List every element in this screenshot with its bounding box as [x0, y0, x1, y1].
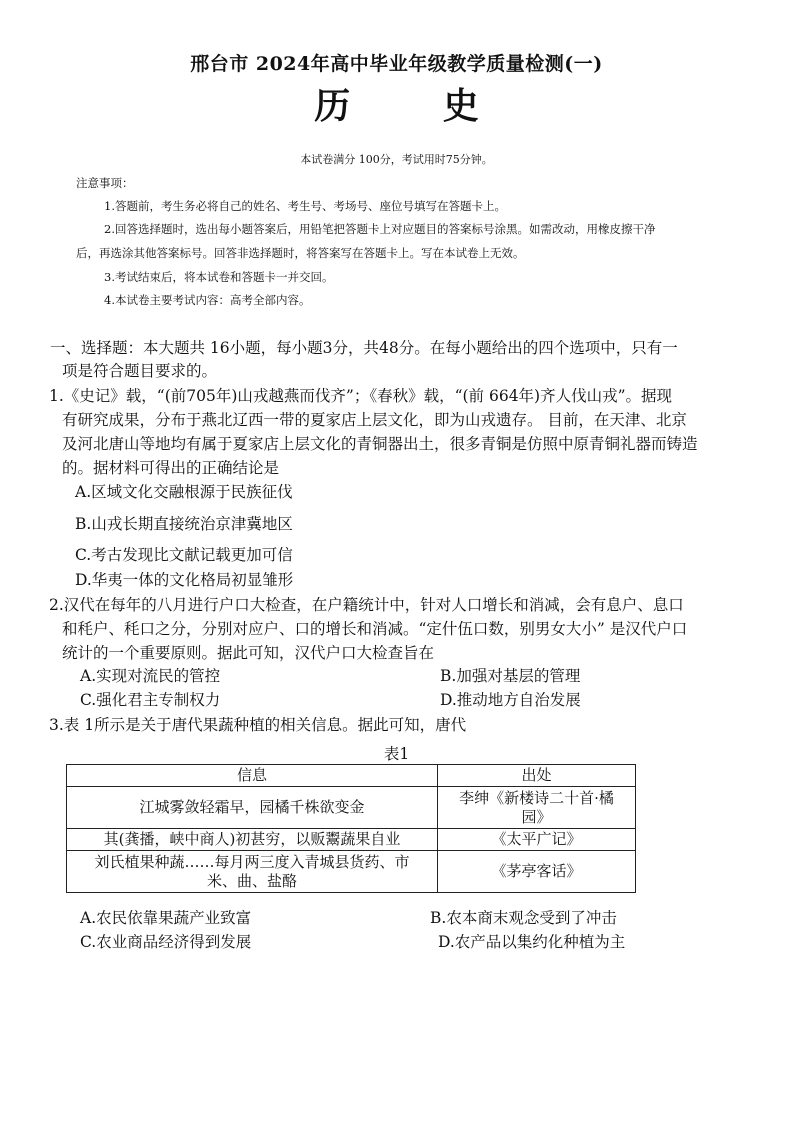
- q2-option-a: A.实现对流民的管控: [80, 667, 221, 685]
- notes-line-4: 4.本试卷主要考试内容：高考全部内容。: [104, 293, 311, 307]
- table-header-info: 信息: [67, 765, 438, 787]
- table-cell-info-line-2: 米、曲、盐酪: [206, 871, 297, 890]
- q1-line-1: 1.《史记》载，“(前705年)山戎越燕而伐齐”；《春秋》载，“(前 664年)齐人伐山戎”。据现: [49, 387, 673, 405]
- q1-option-b: B.山戎长期直接统治京津冀地区: [75, 515, 293, 533]
- table-cell-info-line-1: 刘氏植果种蔬……每月两三度入青城县货药、市: [94, 852, 410, 871]
- table-cell-info: 其(龚播，峡中商人)初甚穷，以贩鬻蔬果自业: [67, 829, 438, 851]
- q2-option-c: C.强化君主专制权力: [80, 691, 221, 709]
- table-row: [67, 829, 636, 851]
- q1-line-2: 有研究成果，分布于燕北辽西一带的夏家店上层文化，即为山戎遗存。 目前，在天津、北京: [62, 411, 687, 429]
- subject-char-1: 历: [314, 85, 351, 127]
- q2-line-1: 2.汉代在每年的八月进行户口大检查，在户籍统计中，针对人口增长和消减，会有息户、息口: [49, 596, 684, 614]
- table-1: [66, 764, 636, 893]
- q1-line-4: 的。据材料可得出的正确结论是: [62, 459, 280, 477]
- table-cell-source: 《太平广记》: [438, 829, 636, 851]
- table-cell-info: 江城雾敛轻霜早，园橘千株欲变金: [67, 787, 438, 829]
- q3-line-1: 3.表 1所示是关于唐代果蔬种植的相关信息。据此可知，唐代: [49, 716, 467, 734]
- table-cell-source: [438, 787, 636, 829]
- table-row: [67, 787, 636, 829]
- table-cell-info: [67, 851, 438, 893]
- section1-line-1: 一、选择题：本大题共 16小题，每小题3分，共48分。在每小题给出的四个选项中，只有一: [50, 339, 678, 357]
- notes-line-2b: 后，再选涂其他答案标号。回答非选择题时，将答案写在答题卡上。写在本试卷上无效。: [76, 246, 525, 260]
- subject-char-2: 史: [442, 85, 479, 127]
- section1-line-2: 项是符合题目要求的。: [62, 362, 218, 380]
- q2-line-2: 和秏户、秏口之分，分别对应户、口的增长和消减。“定什伍口数，别男女大小” 是汉代户口: [62, 620, 688, 638]
- subject-title: [0, 78, 793, 129]
- q3-option-a: A.农民依靠果蔬产业致富: [80, 909, 252, 927]
- q1-option-a: A.区域文化交融根源于民族征伐: [75, 483, 293, 501]
- notes-heading: 注意事项：: [76, 176, 134, 190]
- q3-option-b: B.农本商末观念受到了冲击: [430, 909, 617, 927]
- q1-line-3: 及河北唐山等地均有属于夏家店上层文化的青铜器出土，很多青铜是仿照中原青铜礼器而铸造: [62, 435, 698, 453]
- notes-line-1: 1.答题前，考生务必将自己的姓名、考生号、考场号、座位号填写在答题卡上。: [104, 199, 506, 213]
- q3-option-c: C.农业商品经济得到发展: [80, 933, 252, 951]
- table-caption: 表1: [383, 745, 410, 763]
- exam-info: 本试卷满分 100分，考试用时75分钟。: [300, 153, 493, 166]
- table-cell-source-line-1: 李绅《新楼诗二十首·橘: [459, 788, 614, 807]
- q3-option-d: D.农产品以集约化种植为主: [438, 933, 626, 951]
- table-cell-source-line-2: 园》: [521, 807, 552, 826]
- table-row: [67, 851, 636, 893]
- q2-line-3: 统计的一个重要原则。据此可知，汉代户口大检查旨在: [62, 644, 435, 662]
- q1-option-c: C.考古发现比文献记载更加可信: [75, 546, 293, 564]
- notes-line-2a: 2.回答选择题时，选出每小题答案后，用铅笔把答题卡上对应题目的答案标号涂黑。如需改动，用橡皮擦干净: [104, 222, 656, 236]
- table-cell-source: 《茅亭客话》: [438, 851, 636, 893]
- table-header-row: [67, 765, 636, 787]
- table-header-source: 出处: [438, 765, 636, 787]
- q1-option-d: D.华夷一体的文化格局初显雏形: [75, 571, 294, 589]
- q2-option-d: D.推动地方自治发展: [440, 691, 581, 709]
- exam-title: 邢台市 2024年高中毕业年级教学质量检测(一): [190, 53, 603, 75]
- notes-line-3: 3.考试结束后，将本试卷和答题卡一并交回。: [104, 270, 334, 284]
- q2-option-b: B.加强对基层的管理: [440, 667, 581, 685]
